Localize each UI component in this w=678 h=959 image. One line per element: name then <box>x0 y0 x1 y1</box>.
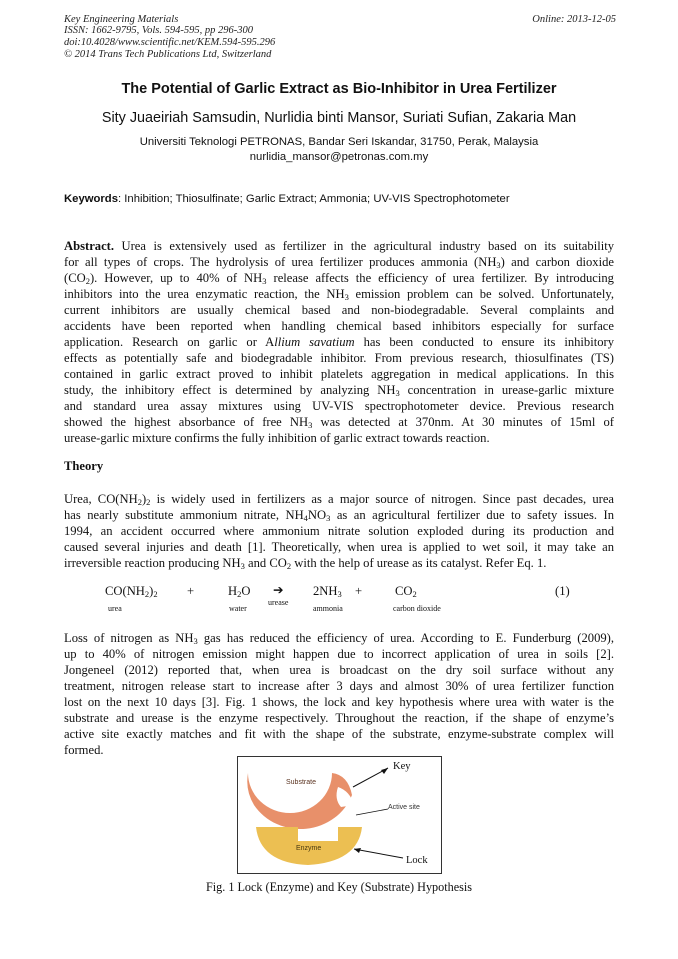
affiliation: Universiti Teknologi PETRONAS, Bandar Seri Iskandar, 31750, Perak, Malaysia <box>139 136 539 148</box>
eq-ammonia: $2NH_3$ <box>313 584 342 599</box>
issn: ISSN: 1662-9795, Vols. 594-595, pp 296-300 <box>64 25 253 36</box>
active-site-label: Active site <box>388 804 420 811</box>
eq-urea: $CO(NH_2)_2$ <box>105 584 158 599</box>
journal-name: Key Engineering Materials <box>64 14 179 25</box>
eq-plus-2: + <box>355 584 363 598</box>
eq-label-co2: carbon dioxide <box>393 604 441 613</box>
eq-label-urea: urea <box>108 604 122 613</box>
eq-co2: $CO_2$ <box>395 584 417 599</box>
section-heading-theory: Theory <box>64 459 104 473</box>
eq-plus-1: + <box>187 584 195 598</box>
eq-water: $H_2O$ <box>228 584 251 599</box>
doi: doi:10.4028/www.scientific.net/KEM.594-595.296 <box>64 37 276 48</box>
figure-1-caption: Fig. 1 Lock (Enzyme) and Key (Substrate) Hypothesis <box>205 880 473 894</box>
key-label: Key <box>393 761 411 772</box>
keywords <box>64 193 510 205</box>
eq-number: (1) <box>555 584 570 598</box>
email: nurlidia_mansor@petronas.com.my <box>249 151 429 163</box>
enzyme-label: Enzyme <box>296 845 322 852</box>
keywords-label: Keywords <box>64 193 118 205</box>
copyright: © 2014 Trans Tech Publications Ltd, Switzerland <box>64 49 272 60</box>
figure-1 <box>237 756 442 874</box>
lock-label: Lock <box>406 855 428 866</box>
eq-label-water: water <box>229 604 247 613</box>
eq-label-ammonia: ammonia <box>313 604 343 613</box>
substrate-label: Substrate <box>286 779 316 786</box>
keywords-text: : Inhibition; Thiosulfinate; Garlic Extract; Ammonia; UV-VIS Spectrophotometer <box>118 193 510 205</box>
eq-arrow-icon: ➔ <box>273 582 284 597</box>
authors: Sity Juaeiriah Samsudin, Nurlidia binti Mansor, Suriati Sufian, Zakaria Man <box>101 110 577 126</box>
active-site-pointer <box>356 809 388 815</box>
paper-title: The Potential of Garlic Extract as Bio-Inhibitor in Urea Fertilizer <box>121 81 557 97</box>
lock-pointer <box>354 849 403 858</box>
eq-label-urease: urease <box>268 598 289 607</box>
online-date: Online: 2013-12-05 <box>532 14 616 25</box>
abstract-label: Abstract. <box>64 239 115 253</box>
